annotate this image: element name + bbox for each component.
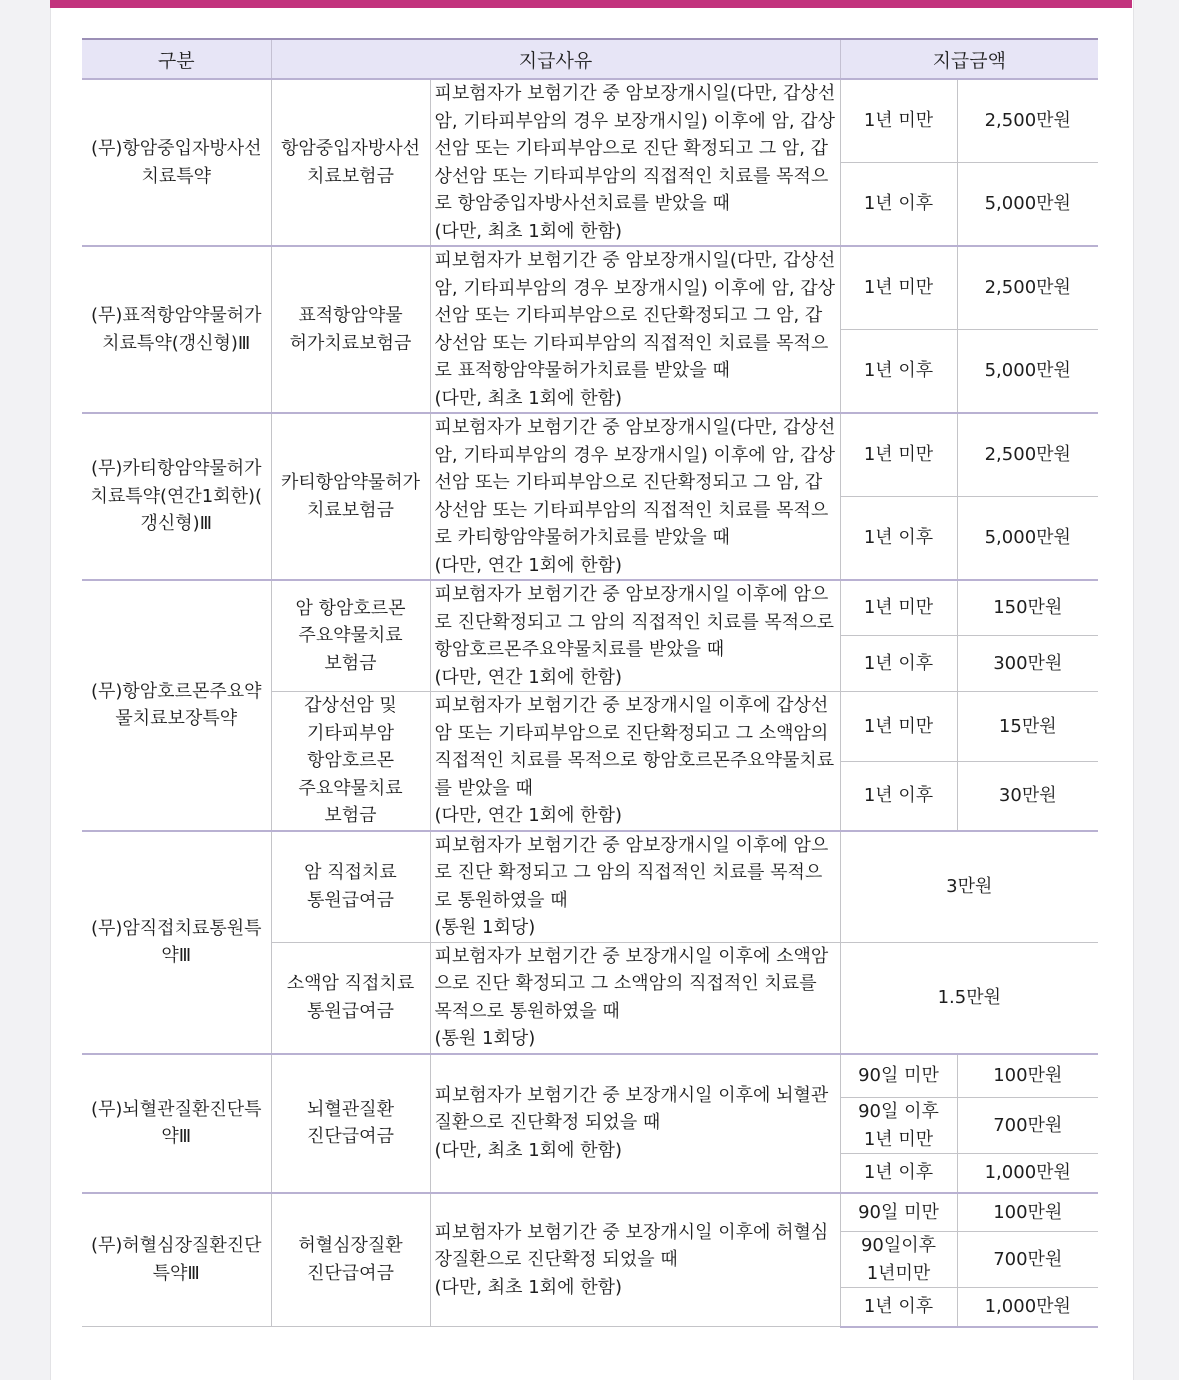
payment-period: 1년 이후 [840, 636, 957, 692]
payment-amount: 3만원 [840, 831, 1098, 943]
payment-amount: 700만원 [957, 1098, 1098, 1154]
table-row [82, 1054, 1098, 1098]
reason-line: 암, 기타피부암의 경우 보장개시일) 이후에 암, 갑상 [434, 110, 836, 132]
payment-amount: 5,000만원 [957, 330, 1098, 414]
payment-reason [430, 1193, 840, 1327]
benefit-table [82, 38, 1098, 1328]
payment-amount: 15만원 [957, 692, 1098, 762]
payment-period: 1년 이후 [840, 163, 957, 247]
reason-line: 피보험자가 보험기간 중 암보장개시일 이후에 암으 [434, 834, 829, 856]
benefit-name: 암 직접치료 통원급여금 [271, 831, 430, 943]
reason-line: 장질환으로 진단확정 되었을 때 [434, 1249, 678, 1270]
reason-line: 피보험자가 보험기간 중 보장개시일 이후에 뇌혈관 [434, 1084, 829, 1106]
reason-line: 피보험자가 보험기간 중 암보장개시일(다만, 갑상선 [434, 250, 836, 271]
payment-amount: 300만원 [957, 636, 1098, 692]
reason-line: 상선암 또는 기타피부암의 직접적인 치료를 목적으 [434, 499, 829, 521]
reason-line: (다만, 최초 1회에 한함) [434, 1276, 622, 1298]
benefit-name: 허혈심장질환 진단급여금 [271, 1193, 430, 1327]
reason-line: (다만, 최초 1회에 한함) [434, 220, 622, 242]
payment-period: 90일이후 1년미만 [840, 1232, 957, 1288]
payment-period: 1년 이후 [840, 497, 957, 581]
payment-period: 1년 미만 [840, 413, 957, 497]
payment-reason [430, 79, 840, 246]
reason-line: 로 카티항암약물허가치료를 받았을 때 [434, 527, 730, 548]
reason-line: 직접적인 치료를 목적으로 항암호르몬주요약물치료 [434, 750, 835, 771]
table-row [82, 580, 1098, 636]
payment-period: 1년 이후 [840, 330, 957, 414]
rider-name: (무)뇌혈관질환진단특 약Ⅲ [82, 1054, 271, 1193]
reason-line: 피보험자가 보험기간 중 보장개시일 이후에 갑상선 [434, 695, 829, 716]
reason-line: 항암호르몬주요약물치료를 받았을 때 [434, 639, 725, 660]
reason-line: 피보험자가 보험기간 중 보장개시일 이후에 허혈심 [434, 1221, 829, 1243]
payment-period: 1년 미만 [840, 246, 957, 330]
reason-line: 로 진단 확정되고 그 암의 직접적인 치료를 목적으 [434, 862, 823, 883]
payment-amount: 5,000만원 [957, 497, 1098, 581]
header-reason: 지급사유 [271, 39, 840, 79]
payment-period: 1년 미만 [840, 79, 957, 163]
reason-line: 선암 또는 기타피부암으로 진단확정되고 그 암, 갑 [434, 472, 823, 493]
payment-reason [430, 942, 840, 1054]
table-row [82, 246, 1098, 330]
rider-name: (무)암직접치료통원특 약Ⅲ [82, 831, 271, 1054]
payment-amount: 100만원 [957, 1193, 1098, 1232]
header-category: 구분 [82, 39, 271, 79]
table-row [82, 831, 1098, 943]
payment-amount: 100만원 [957, 1054, 1098, 1098]
reason-line: 로 통원하였을 때 [434, 889, 568, 911]
payment-period: 1년 미만 [840, 692, 957, 762]
payment-period: 1년 이후 [840, 1154, 957, 1193]
payment-reason [430, 246, 840, 413]
reason-line: 피보험자가 보험기간 중 보장개시일 이후에 소액암 [434, 945, 829, 967]
reason-line: 상선암 또는 기타피부암의 직접적인 치료를 목적으 [434, 165, 829, 187]
reason-line: 암, 기타피부암의 경우 보장개시일) 이후에 암, 갑상 [434, 277, 836, 299]
reason-line: 선암 또는 기타피부암으로 진단확정되고 그 암, 갑 [434, 305, 823, 326]
table-row [82, 1193, 1098, 1232]
benefit-name: 카티항암약물허가 치료보험금 [271, 413, 430, 580]
payment-reason [430, 692, 840, 831]
reason-line: (다만, 연간 1회에 한함) [434, 805, 622, 826]
reason-line: 선암 또는 기타피부암으로 진단 확정되고 그 암, 갑 [434, 138, 829, 159]
header-amount: 지급금액 [840, 39, 1098, 79]
reason-line: (다만, 최초 1회에 한함) [434, 1139, 622, 1161]
payment-amount: 1,000만원 [957, 1154, 1098, 1193]
payment-reason [430, 831, 840, 943]
reason-line: 목적으로 통원하였을 때 [434, 1000, 620, 1022]
payment-period: 90일 미만 [840, 1193, 957, 1232]
benefit-name: 소액암 직접치료 통원급여금 [271, 942, 430, 1054]
rider-name: (무)카티항암약물허가 치료특약(연간1회한)( 갱신형)Ⅲ [82, 413, 271, 580]
benefit-name: 암 항암호르몬 주요약물치료 보험금 [271, 580, 430, 692]
rider-name: (무)허혈심장질환진단 특약Ⅲ [82, 1193, 271, 1327]
reason-line: (다만, 최초 1회에 한함) [434, 387, 622, 409]
benefit-name: 뇌혈관질환 진단급여금 [271, 1054, 430, 1193]
payment-amount: 150만원 [957, 580, 1098, 636]
reason-line: 으로 진단 확정되고 그 소액암의 직접적인 치료를 [434, 973, 817, 994]
payment-period: 1년 이후 [840, 761, 957, 831]
payment-reason [430, 1054, 840, 1193]
payment-period: 1년 이후 [840, 1288, 957, 1327]
table-header-row [82, 39, 1098, 79]
payment-amount: 2,500만원 [957, 413, 1098, 497]
payment-period: 90일 이후 1년 미만 [840, 1098, 957, 1154]
reason-line: 로 진단확정되고 그 암의 직접적인 치료를 목적으로 [434, 611, 834, 633]
benefit-name: 표적항암약물 허가치료보험금 [271, 246, 430, 413]
reason-line: 를 받았을 때 [434, 777, 533, 799]
payment-amount: 1,000만원 [957, 1288, 1098, 1327]
reason-line: (다만, 연간 1회에 한함) [434, 666, 622, 688]
reason-line: 피보험자가 보험기간 중 암보장개시일(다만, 갑상선 [434, 417, 836, 438]
reason-line: 질환으로 진단확정 되었을 때 [434, 1112, 661, 1134]
reason-line: 피보험자가 보험기간 중 암보장개시일 이후에 암으 [434, 584, 829, 605]
table-row [82, 413, 1098, 497]
reason-line: (통원 1회당) [434, 917, 536, 938]
table-row [82, 79, 1098, 163]
rider-name: (무)표적항암약물허가 치료특약(갱신형)Ⅲ [82, 246, 271, 413]
reason-line: 로 표적항암약물허가치료를 받았을 때 [434, 360, 730, 381]
reason-line: 암 또는 기타피부암으로 진단확정되고 그 소액암의 [434, 722, 829, 744]
payment-amount: 30만원 [957, 761, 1098, 831]
reason-line: 상선암 또는 기타피부암의 직접적인 치료를 목적으 [434, 332, 829, 354]
reason-line: 로 항암중입자방사선치료를 받았을 때 [434, 193, 730, 214]
payment-period: 1년 미만 [840, 580, 957, 636]
payment-amount: 1.5만원 [840, 942, 1098, 1054]
benefit-name: 갑상선암 및 기타피부암 항암호르몬 주요약물치료 보험금 [271, 692, 430, 831]
accent-bar [50, 0, 1132, 8]
benefit-name: 항암중입자방사선 치료보험금 [271, 79, 430, 246]
payment-amount: 700만원 [957, 1232, 1098, 1288]
payment-amount: 2,500만원 [957, 79, 1098, 163]
rider-name: (무)항암중입자방사선 치료특약 [82, 79, 271, 246]
payment-amount: 5,000만원 [957, 163, 1098, 247]
reason-line: (다만, 연간 1회에 한함) [434, 554, 622, 576]
reason-line: 암, 기타피부암의 경우 보장개시일) 이후에 암, 갑상 [434, 444, 836, 466]
payment-period: 90일 미만 [840, 1054, 957, 1098]
reason-line: (통원 1회당) [434, 1028, 536, 1049]
payment-reason [430, 413, 840, 580]
payment-reason [430, 580, 840, 692]
reason-line: 피보험자가 보험기간 중 암보장개시일(다만, 갑상선 [434, 83, 836, 104]
rider-name: (무)항암호르몬주요약 물치료보장특약 [82, 580, 271, 831]
payment-amount: 2,500만원 [957, 246, 1098, 330]
